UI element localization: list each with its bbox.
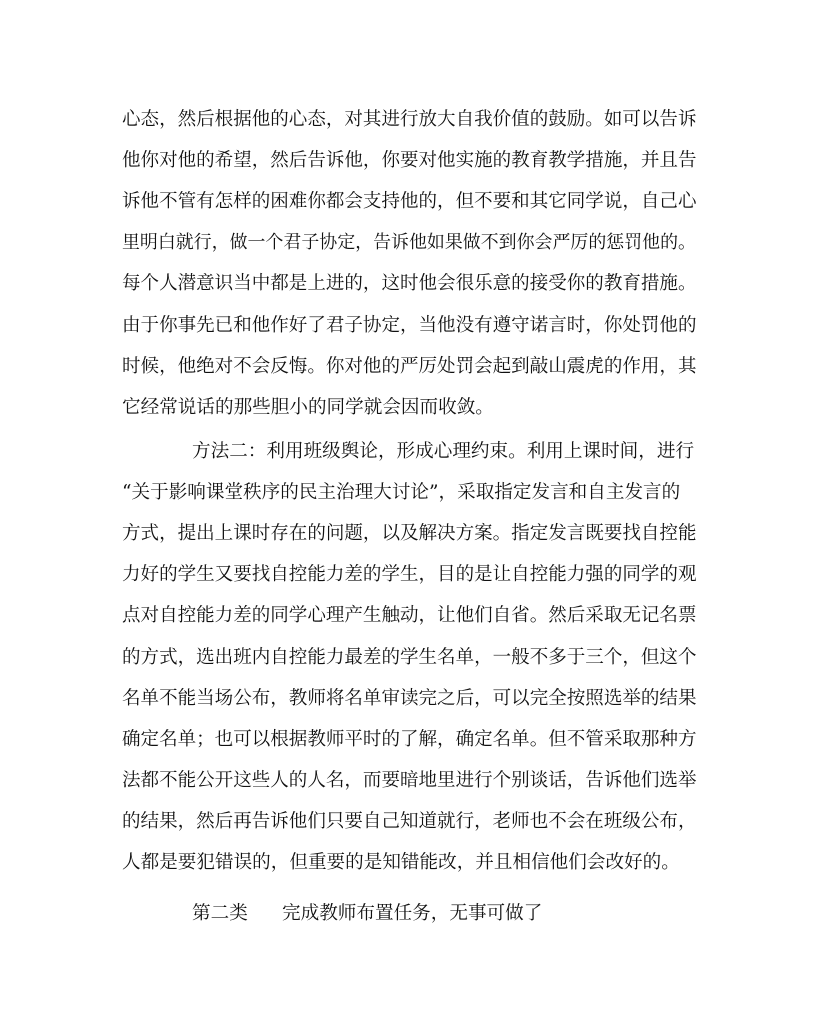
paragraph-2-line-5: 点对自控能力差的同学心理产生触动，让他们自省。然后采取无记名票 — [122, 605, 697, 626]
paragraph-2-line-6: 的方式，选出班内自控能力最差的学生名单，一般不多于三个，但这个 — [122, 647, 697, 668]
paragraph-1-line-8: 它经常说话的那些胆小的同学就会因而收敛。 — [122, 397, 494, 418]
paragraph-2-line-10: 的结果，然后再告诉他们只要自己知道就行，老师也不会在班级公布， — [122, 811, 697, 832]
paragraph-2-line-8: 确定名单；也可以根据教师平时的了解，确定名单。但不管采取那种方 — [122, 729, 697, 750]
paragraph-1-line-2: 他你对他的希望，然后告诉他，你要对他实施的教育教学措施，并且告 — [122, 150, 697, 171]
paragraph-2-line-1: 方法二：利用班级舆论，形成心理约束。利用上课时间，进行 — [192, 441, 695, 462]
paragraph-1-line-7: 时候，他绝对不会反悔。你对他的严厉处罚会起到敲山震虎的作用，其 — [122, 356, 697, 377]
paragraph-2-line-3: 方式，提出上课时存在的问题，以及解决方案。指定发言既要找自控能 — [122, 523, 697, 544]
paragraph-1-line-4: 里明白就行，做一个君子协定，告诉他如果做不到你会严厉的惩罚他的。 — [122, 232, 696, 253]
paragraph-2-line-4: 力好的学生又要找自控能力差的学生，目的是让自控能力强的同学的观 — [122, 564, 697, 585]
paragraph-2-line-2: “关于影响课堂秩序的民主治理大讨论”，采取指定发言和自主发言的 — [122, 482, 681, 503]
paragraph-2-line-7: 名单不能当场公布，教师将名单审读完之后，可以完全按照选举的结果 — [122, 688, 697, 709]
paragraph-1-line-1: 心态，然后根据他的心态，对其进行放大自我价值的鼓励。如可以告诉 — [122, 109, 697, 130]
paragraph-2-line-9: 法都不能公开这些人的人名，而要暗地里进行个别谈话，告诉他们选举 — [122, 770, 697, 791]
paragraph-1-line-3: 诉他不管有怎样的困难你都会支持他的，但不要和其它同学说，自己心 — [122, 191, 697, 212]
paragraph-2-line-11: 人都是要犯错误的，但重要的是知错能改，并且相信他们会改好的。 — [122, 852, 680, 873]
section-heading-label: 第二类 — [192, 903, 248, 924]
paragraph-1-line-5: 每个人潜意识当中都是上进的，这时他会很乐意的接受你的教育措施。 — [122, 273, 697, 294]
paragraph-1-line-6: 由于你事先已和他作好了君子协定，当他没有遵守诺言时，你处罚他的 — [122, 315, 697, 336]
section-heading-text: 完成教师布置任务，无事可做了 — [282, 903, 543, 924]
